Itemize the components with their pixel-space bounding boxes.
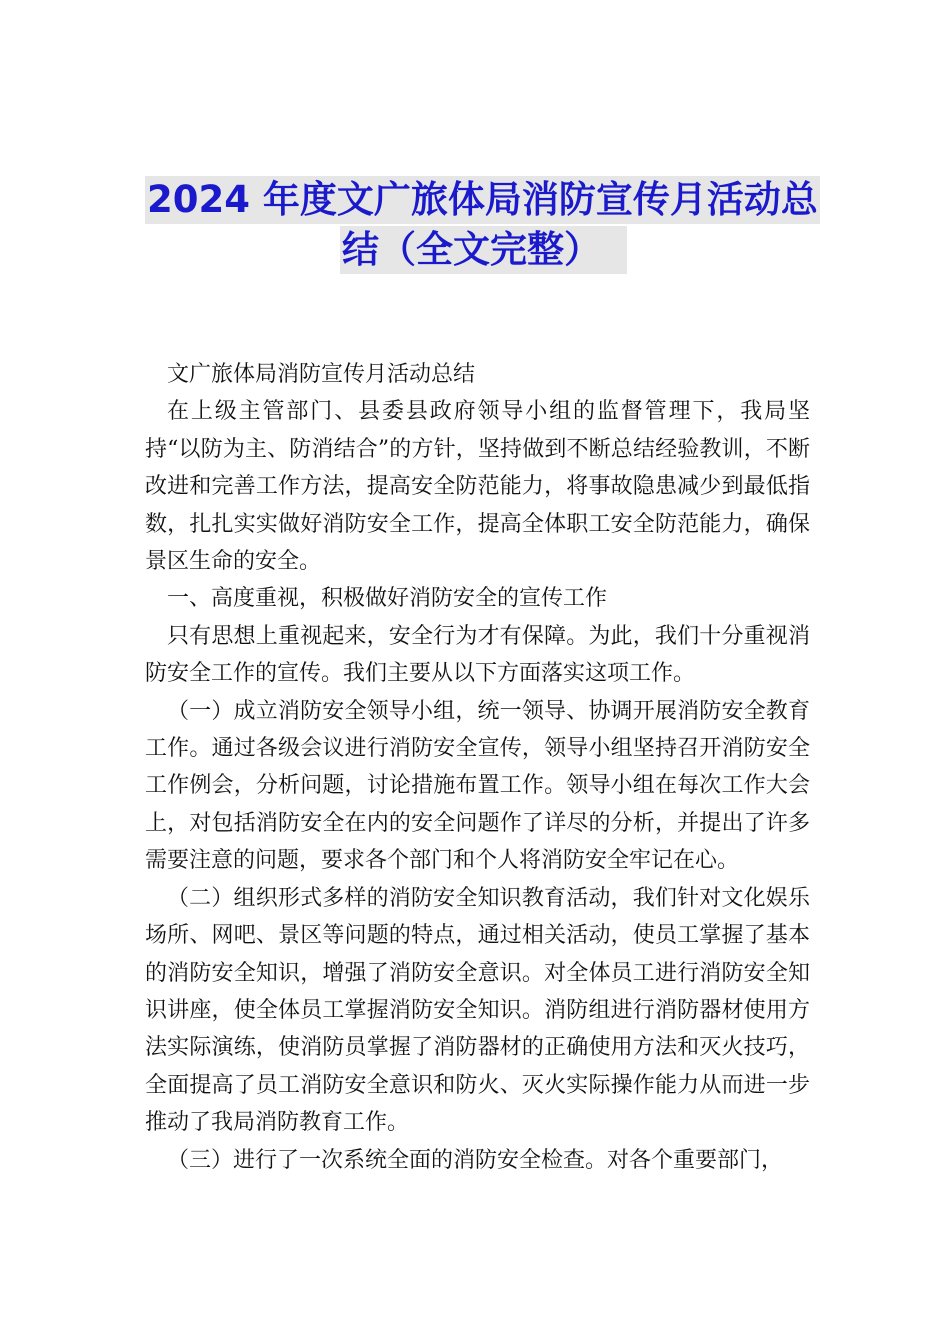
section-heading-1: 一、高度重视，积极做好消防安全的宣传工作 <box>167 586 608 612</box>
paragraph-item-2: （二）组织形式多样的消防安全知识教育活动，我们针对文化娱乐场所、网吧、景区等问题的特点，通过相关活动，使员工掌握了基本的消防安全知识，增强了消防安全意识。对全体员工进行消防安全知识讲座，使全体员工掌握消防安全知识。消防组进行消防器材使用方法实际演练，使消防员掌握了消防器材的正确使用方法和灭火技巧，全面提高了员工消防安全意识和防火、灭火实际操作能力从而进一步推动了我局消防教育工作。 <box>145 885 810 1136</box>
paragraph-subtitle: 文广旅体局消防宣传月活动总结 <box>167 362 476 387</box>
title-line-2: 结（全文完整） <box>340 226 627 274</box>
paragraph: 只有思想上重视起来，安全行为才有保障。为此，我们十分重视消防安全工作的宣传。我们主要从以下方面落实这项工作。 <box>145 623 810 687</box>
paragraph-item-1: （一）成立消防安全领导小组，统一领导、协调开展消防安全教育工作。通过各级会议进行消防安全宣传，领导小组坚持召开消防安全工作例会，分析问题，讨论措施布置工作。领导小组在每次工作大会上，对包括消防安全在内的安全问题作了详尽的分析，并提出了许多需要注意的问题，要求各个部门和个人将消防安全牢记在心。 <box>145 698 810 874</box>
paragraph-intro: 在上级主管部门、县委县政府领导小组的监督管理下，我局坚持“以防为主、防消结合”的方针，坚持做到不断总结经验教训，不断改进和完善工作方法，提高安全防范能力，将事故隐患减少到最低指数，扎扎实实做好消防安全工作，提高全体职工安全防范能力，确保景区生命的安全。 <box>145 399 810 575</box>
title-line-1: 2024 年度文广旅体局消防宣传月活动总 <box>145 176 820 224</box>
document-body <box>145 356 810 1179</box>
paragraph-item-3: （三）进行了一次系统全面的消防安全检查。对各个重要部门， <box>167 1147 784 1173</box>
